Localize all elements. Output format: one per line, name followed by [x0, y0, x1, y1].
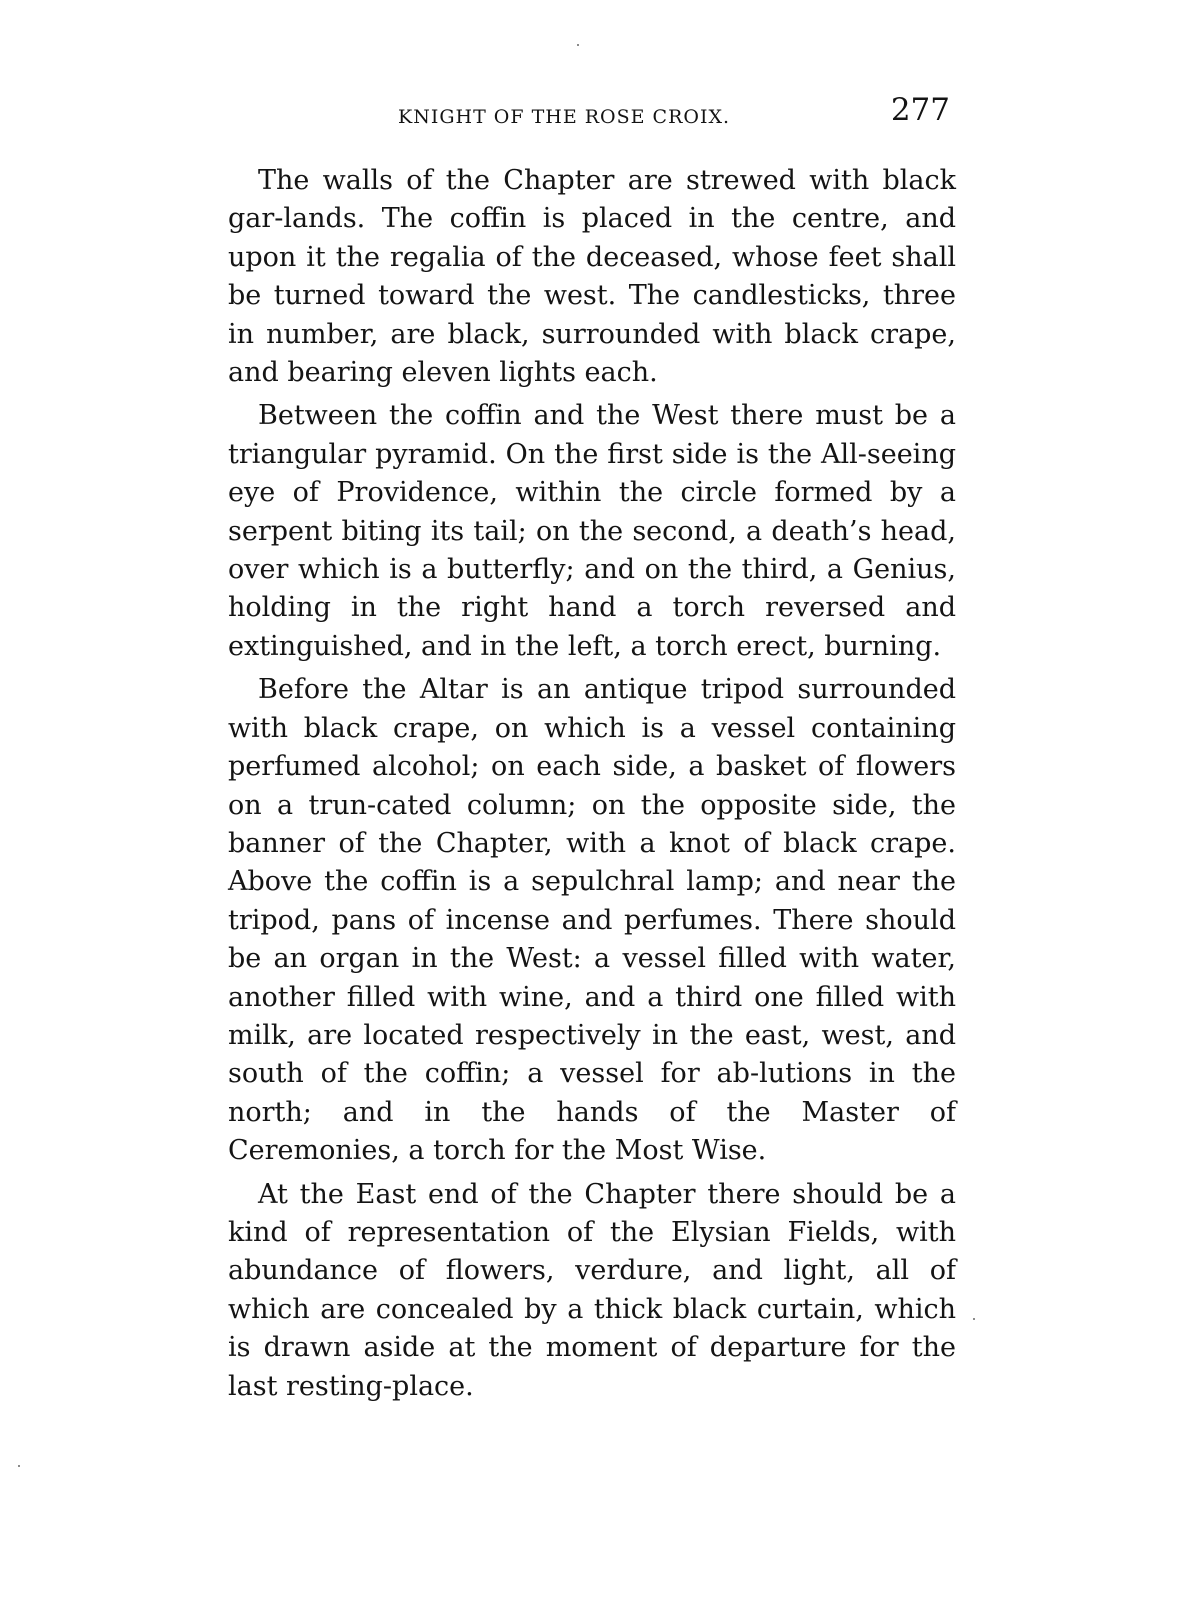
paragraph-4: At the East end of the Chapter there should be a kind of representation of the Elysian Fields, with abundance of flowers, verdure, and light, all of which are concealed by a thick black curtain, which is drawn aside at the moment of departure for the last resting-place. [228, 1178, 956, 1402]
running-head [228, 92, 958, 142]
paragraph-1: The walls of the Chapter are strewed with black gar-lands. The coffin is placed in the centre, and upon it the regalia of the deceased, whose feet shall be turned toward the west. The candlesticks, three in number, are black, surrounded with black crape, and bearing eleven lights each. [228, 165, 956, 389]
scan-speck [18, 1465, 20, 1467]
running-title: KNIGHT OF THE ROSE CROIX. [398, 106, 731, 128]
paragraph-2: Between the coffin and the West there must be a triangular pyramid. On the first side is the All-seeing eye of Providence, within the circle formed by a serpent biting its tail; on the second, a death’s head, over which is a butterfly; and on the third, a Genius, holding in the right hand a torch reversed and extinguished, and in the left, a torch erect, burning. [228, 400, 956, 662]
page-number: 277 [890, 92, 950, 128]
scan-speck [577, 44, 579, 46]
body-text [228, 162, 956, 1411]
paragraph-3: Before the Altar is an antique tripod surrounded with black crape, on which is a vessel containing perfumed alcohol; on each side, a basket of flowers on a trun-cated column; on the opposite side, the banner of the Chapter, with a knot of black crape. Above the coffin is a sepulchral lamp; and near the tripod, pans of incense and perfumes. There should be an organ in the West: a vessel filled with water, another filled with wine, and a third one filled with milk, are located respectively in the east, west, and south of the coffin; a vessel for ab-lutions in the north; and in the hands of the Master of Ceremonies, a torch for the Most Wise. [228, 674, 956, 1167]
scan-speck [973, 1318, 975, 1320]
